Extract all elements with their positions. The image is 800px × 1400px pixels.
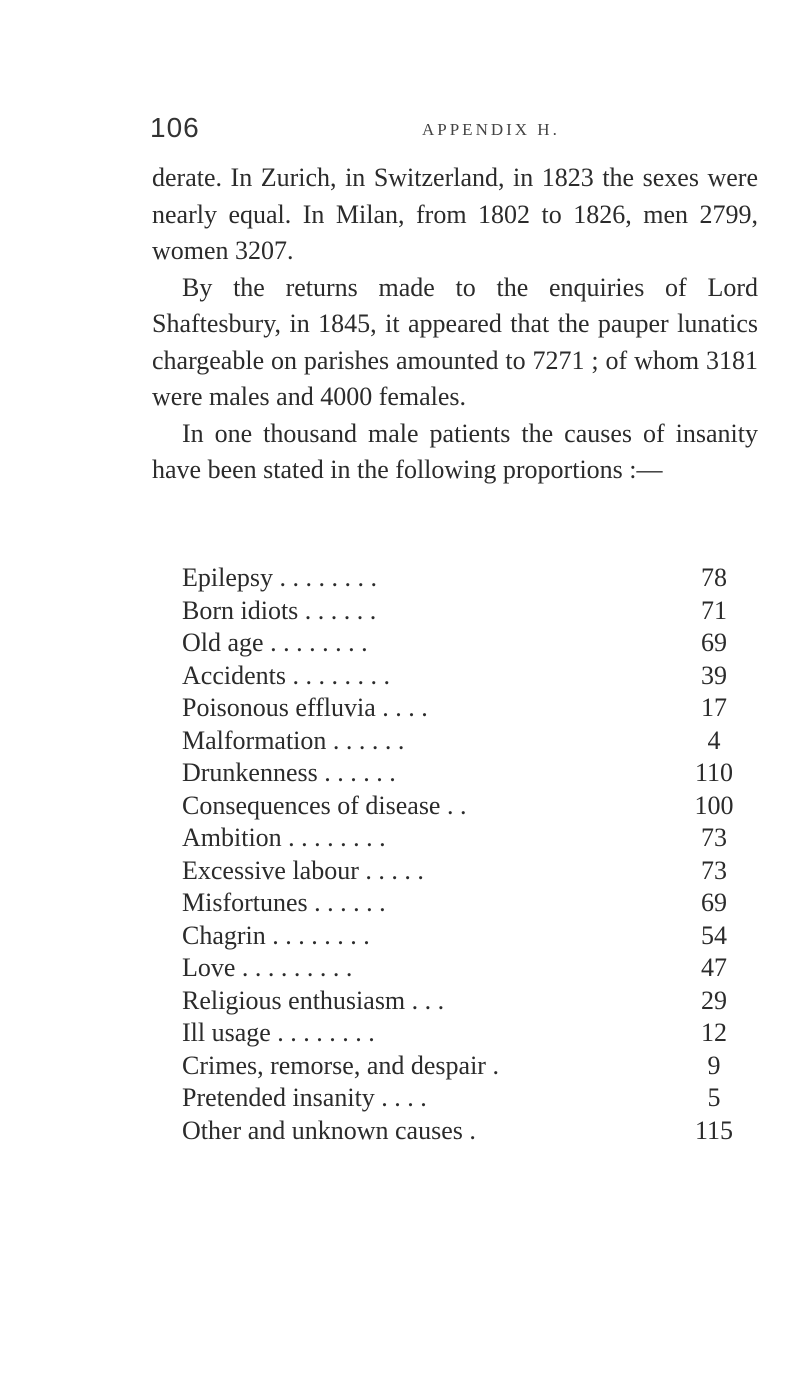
cause-count: 69: [701, 628, 727, 657]
cause-count: 17: [701, 693, 727, 722]
cause-count: 73: [701, 823, 727, 852]
cause-label: Ambition . . . . . . . .: [182, 823, 386, 852]
cause-label: Other and unknown causes .: [182, 1115, 476, 1145]
table-row: [182, 725, 744, 758]
page-header: [150, 112, 670, 152]
table-row: [182, 627, 744, 660]
cause-label: Epilepsy . . . . . . . .: [182, 563, 377, 592]
table-row: [182, 1082, 744, 1115]
cause-count: 4: [707, 725, 721, 755]
cause-count: 73: [701, 855, 727, 885]
cause-label: Malformation . . . . . .: [182, 725, 405, 755]
table-row: [182, 822, 744, 855]
cause-label: Consequences of disease . .: [182, 790, 467, 820]
table-row: [182, 887, 744, 920]
table-row: [182, 855, 744, 888]
paragraph-continuation: derate. In Zurich, in Switzerland, in 1823 the sexes were nearly equal. In Milan, from 1802 to 1826, men 2799, women 3207.: [152, 163, 758, 265]
cause-count: 47: [701, 953, 727, 982]
cause-label: Ill usage . . . . . . . .: [182, 1018, 375, 1047]
cause-count: 39: [701, 660, 727, 690]
cause-label: Chagrin . . . . . . . .: [182, 920, 370, 950]
table-row: [182, 1017, 744, 1050]
table-row: [182, 562, 744, 595]
cause-count: 29: [701, 985, 727, 1015]
running-head: APPENDIX H.: [422, 120, 560, 139]
cause-count: 71: [701, 595, 727, 625]
cause-label: Old age . . . . . . . .: [182, 628, 368, 657]
cause-label: Crimes, remorse, and despair .: [182, 1050, 499, 1080]
body-text: [152, 160, 758, 489]
cause-count: 110: [694, 758, 734, 787]
table-row: [182, 920, 744, 953]
cause-count: 54: [701, 920, 727, 950]
table-row: [182, 790, 744, 823]
cause-label: Misfortunes . . . . . .: [182, 888, 386, 917]
cause-count: 115: [694, 1115, 734, 1145]
cause-label: Religious enthusiasm . . .: [182, 985, 445, 1015]
cause-count: 78: [701, 563, 727, 592]
table-row: [182, 952, 744, 985]
table-row: [182, 1115, 744, 1148]
table-row: [182, 1050, 744, 1083]
cause-count: 69: [701, 888, 727, 917]
table-row: [182, 692, 744, 725]
cause-count: 12: [701, 1018, 727, 1047]
table-row: [182, 660, 744, 693]
cause-count: 5: [707, 1083, 721, 1112]
cause-label: Drunkenness . . . . . .: [182, 758, 396, 787]
cause-label: Excessive labour . . . . .: [182, 855, 424, 885]
table-row: [182, 757, 744, 790]
causes-of-insanity-table: [182, 562, 744, 1147]
page-number: 106: [150, 112, 200, 143]
cause-label: Poisonous effluvia . . . .: [182, 693, 428, 722]
cause-label: Born idiots . . . . . .: [182, 595, 377, 625]
paragraph-shaftesbury-returns: By the returns made to the enquiries of Lord Shaftesbury, in 1845, it appeared that the pauper lunatics chargeable on parishes amounted to 7271 ; of whom 3181 were males and 4000 females.: [152, 272, 758, 411]
cause-label: Accidents . . . . . . . .: [182, 660, 390, 690]
paragraph-causes-intro: In one thousand male patients the causes of insanity have been stated in the following proportions :—: [152, 418, 758, 484]
cause-label: Love . . . . . . . . .: [182, 953, 353, 982]
table-row: [182, 595, 744, 628]
cause-count: 9: [707, 1050, 721, 1080]
cause-label: Pretended insanity . . . .: [182, 1083, 427, 1112]
cause-count: 100: [694, 790, 734, 820]
table-row: [182, 985, 744, 1018]
